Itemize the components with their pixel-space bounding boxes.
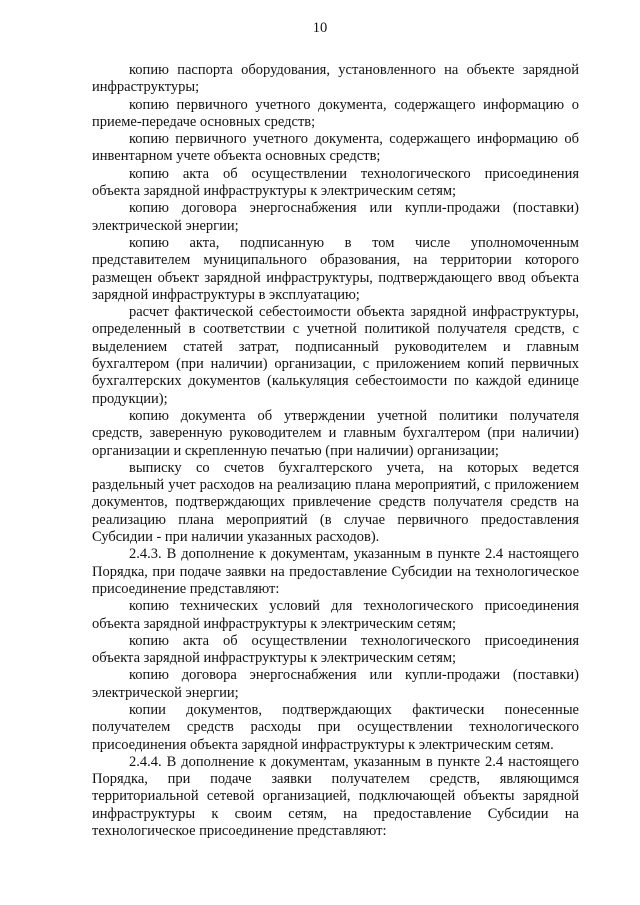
paragraph-technical-conditions: копию технических условий для технологического присоединения объекта зарядной инфраструктуры к электрическим сетям; — [92, 598, 579, 632]
paragraph-clause-2-4-3: 2.4.3. В дополнение к документам, указанным в пункте 2.4 настоящего Порядка, при подаче заявки на предоставление Субсидии на технологическое присоединение представляют: — [92, 546, 579, 597]
paragraph-connection-act-2: копию акта об осуществлении технологического присоединения объекта зарядной инфраструктуры к электрическим сетям; — [92, 632, 579, 667]
paragraph-energy-contract: копию договора энергоснабжения или купли-продажи (поставки) электрической энергии; — [92, 200, 579, 234]
paragraph-equipment-passport: копию паспорта оборудования, установленного на объекте зарядной инфраструктуры; — [92, 62, 579, 96]
paragraph-asset-transfer-doc: копию первичного учетного документа, содержащего информацию о приеме-передаче основных средств; — [92, 96, 579, 130]
document-body — [92, 62, 579, 840]
page-number: 10 — [312, 20, 328, 36]
paragraph-inventory-doc: копию первичного учетного документа, содержащего информацию об инвентарном учете объекта основных средств; — [92, 131, 579, 165]
paragraph-account-statement: выписку со счетов бухгалтерского учета, на которых ведется раздельный учет расходов на реализацию плана мероприятий, с приложением документов, подтверждающих привлечение средств получателя средств на реализацию плана мероприятий (в случае первичного предоставления Субсидии - при наличии указанных расходов). — [92, 459, 579, 546]
paragraph-energy-contract-2: копию договора энергоснабжения или купли-продажи (поставки) электрической энергии; — [92, 667, 579, 701]
paragraph-cost-calculation: расчет фактической себестоимости объекта зарядной инфраструктуры, определенный в соответствии с учетной политикой получателя средств, с выделением статей затрат, подписанный руководителем и главным бухгалтером (при наличии) организации, с приложением копий первичных бухгалтерских документов (калькуляция себестоимости по каждой единице продукции); — [92, 304, 579, 407]
paragraph-connection-act: копию акта об осуществлении технологического присоединения объекта зарядной инфраструктуры к электрическим сетям; — [92, 165, 579, 200]
paragraph-clause-2-4-4: 2.4.4. В дополнение к документам, указанным в пункте 2.4 настоящего Порядка, при подаче заявки получателем средств, являющимся территориальной сетевой организацией, подключающей объекты зарядной инфраструктуры к своим сетям, на предоставление Субсидии на технологическое присоединение представляют: — [92, 753, 579, 840]
paragraph-expense-documents: копии документов, подтверждающих фактически понесенные получателем средств расходы при осуществлении технологического присоединения объекта зарядной инфраструктуры к электрическим сетям. — [92, 701, 579, 753]
paragraph-accounting-policy: копию документа об утверждении учетной политики получателя средств, заверенную руководителем и главным бухгалтером (при наличии) организации и скрепленную печатью (при наличии) организации; — [92, 407, 579, 459]
paragraph-commissioning-act: копию акта, подписанную в том числе уполномоченным представителем муниципального образования, на территории которого размещен объект зарядной инфраструктуры, подтверждающего ввод объекта зарядной инфраструктуры в эксплуатацию; — [92, 234, 579, 303]
